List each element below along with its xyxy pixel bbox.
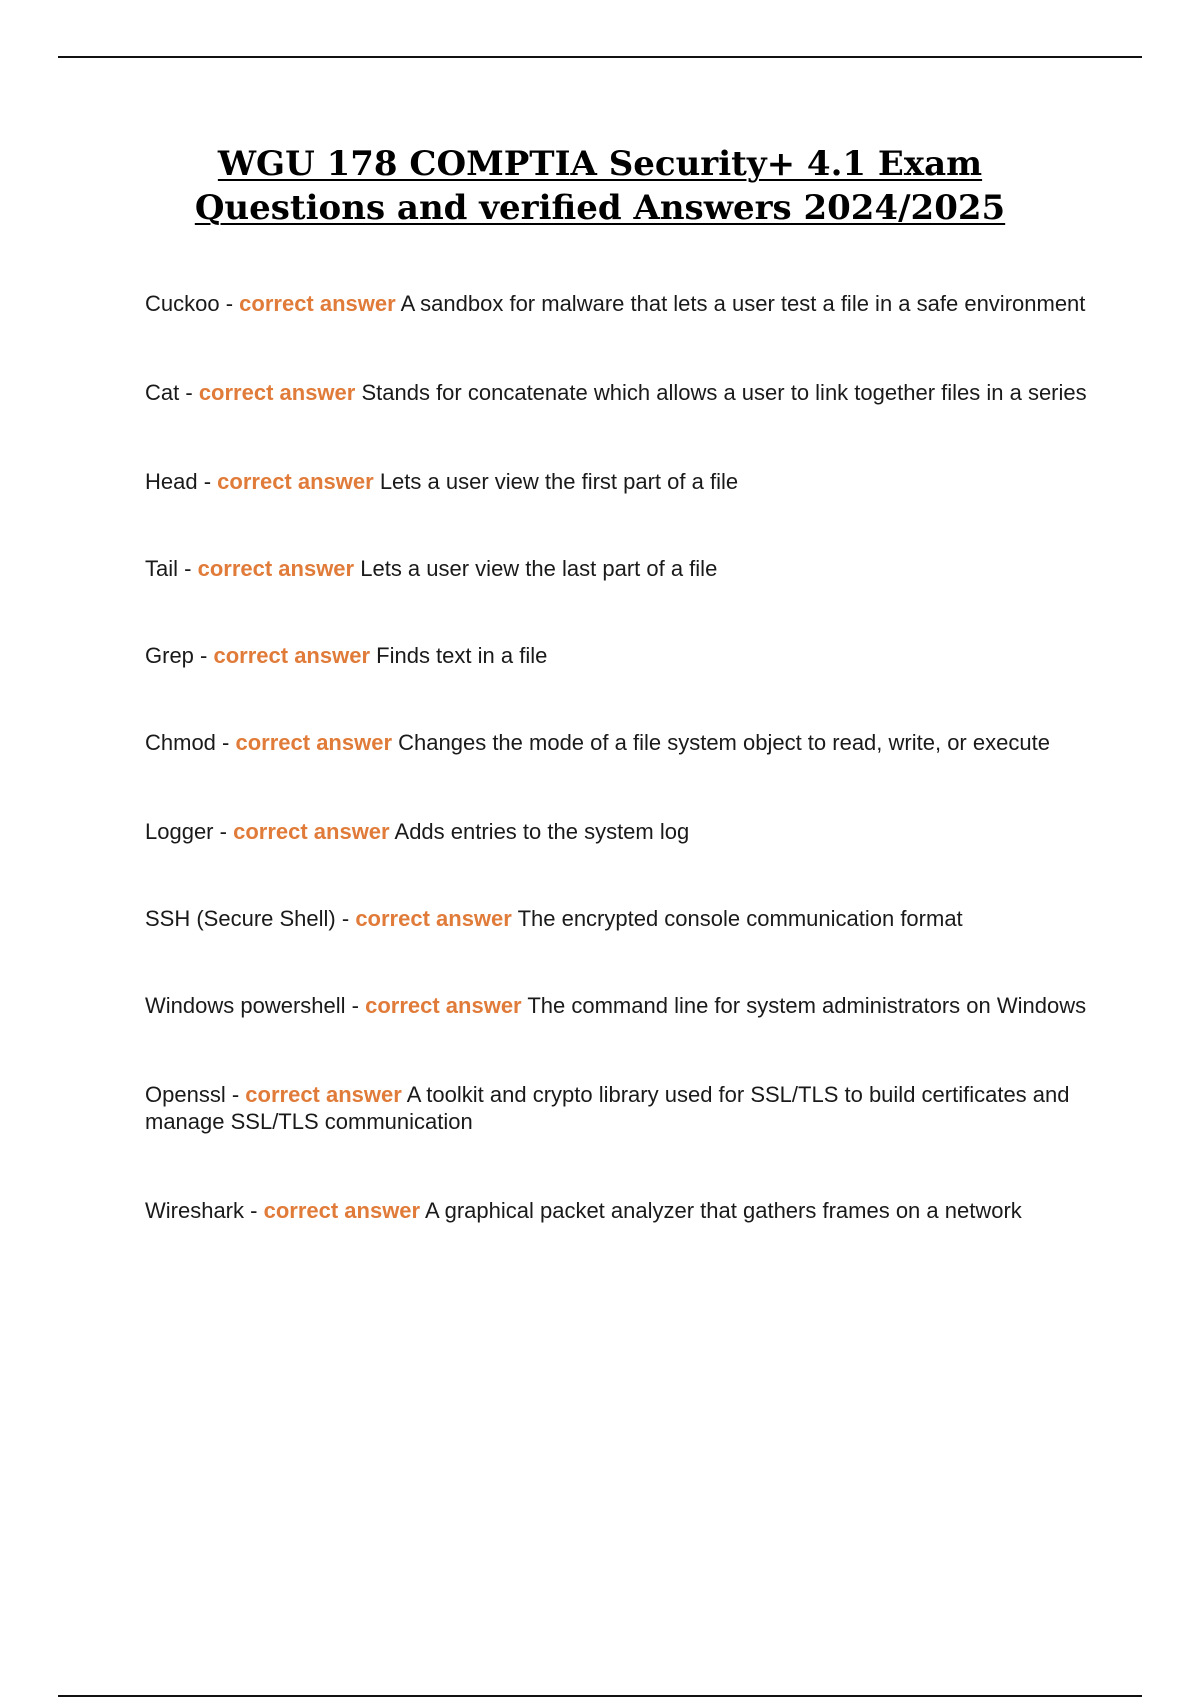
qa-term: Cuckoo bbox=[145, 291, 220, 316]
correct-answer-flag: correct answer bbox=[198, 380, 356, 405]
qa-term: Openssl bbox=[145, 1082, 226, 1107]
qa-item-cat bbox=[145, 379, 1090, 406]
qa-separator: - bbox=[179, 380, 199, 405]
qa-definition: The command line for system administrators on Windows bbox=[527, 993, 1087, 1018]
qa-term: Windows powershell bbox=[145, 993, 346, 1018]
qa-item-wireshark bbox=[145, 1197, 1090, 1224]
qa-term: SSH (Secure Shell) bbox=[145, 906, 336, 931]
qa-term: Cat bbox=[145, 380, 180, 405]
qa-definition: Lets a user view the first part of a file bbox=[379, 469, 739, 494]
correct-answer-flag: correct answer bbox=[245, 1082, 402, 1107]
qa-definition: The encrypted console communication format bbox=[517, 906, 963, 931]
qa-item-grep bbox=[145, 642, 1090, 669]
qa-definition: Changes the mode of a file system object to read, write, or execute bbox=[398, 730, 1050, 755]
correct-answer-flag: correct answer bbox=[217, 469, 374, 494]
correct-answer-flag: correct answer bbox=[235, 730, 393, 755]
qa-separator: - bbox=[225, 1082, 246, 1107]
qa-separator: - bbox=[178, 556, 198, 581]
qa-separator: - bbox=[197, 469, 218, 494]
correct-answer-flag: correct answer bbox=[239, 291, 396, 316]
qa-separator: - bbox=[213, 819, 234, 844]
qa-item-ssh bbox=[145, 905, 1090, 932]
qa-item-head bbox=[145, 468, 1090, 495]
qa-definition: Finds text in a file bbox=[376, 643, 548, 668]
qa-separator: - bbox=[193, 643, 214, 668]
qa-item-cuckoo bbox=[145, 290, 1090, 317]
qa-term: Wireshark bbox=[145, 1198, 245, 1223]
qa-term: Chmod bbox=[145, 730, 216, 755]
correct-answer-flag: correct answer bbox=[263, 1198, 421, 1223]
bottom-divider bbox=[58, 1695, 1142, 1697]
qa-list bbox=[145, 290, 1090, 1286]
title-line-2: Questions and verified Answers 2024/2025 bbox=[194, 188, 1006, 228]
qa-separator: - bbox=[335, 906, 356, 931]
qa-item-logger bbox=[145, 818, 1090, 845]
qa-separator: - bbox=[244, 1198, 264, 1223]
qa-separator: - bbox=[215, 730, 236, 755]
qa-item-chmod bbox=[145, 729, 1090, 756]
qa-definition: Lets a user view the last part of a file bbox=[360, 556, 718, 581]
correct-answer-flag: correct answer bbox=[197, 556, 355, 581]
document-title bbox=[100, 142, 1100, 230]
correct-answer-flag: correct answer bbox=[355, 906, 512, 931]
qa-definition: Stands for concatenate which allows a user to link together files in a series bbox=[361, 380, 1087, 405]
correct-answer-flag: correct answer bbox=[213, 643, 371, 668]
qa-definition: A sandbox for malware that lets a user test a file in a safe environment bbox=[400, 291, 1086, 316]
qa-item-openssl bbox=[145, 1081, 1090, 1135]
title-line-1: WGU 178 COMPTIA Security+ 4.1 Exam bbox=[217, 144, 983, 184]
correct-answer-flag: correct answer bbox=[365, 993, 522, 1018]
top-divider bbox=[58, 56, 1142, 58]
qa-item-windows-powershell bbox=[145, 992, 1090, 1019]
qa-definition: A toolkit and crypto library used for SSL/TLS to build certificates and manage SSL/TLS communication bbox=[145, 1082, 1070, 1134]
qa-term: Grep bbox=[145, 643, 194, 668]
qa-definition: A graphical packet analyzer that gathers frames on a network bbox=[425, 1198, 1022, 1223]
qa-term: Head bbox=[145, 469, 198, 494]
qa-item-tail bbox=[145, 555, 1090, 582]
qa-term: Tail bbox=[145, 556, 179, 581]
qa-separator: - bbox=[345, 993, 366, 1018]
qa-term: Logger bbox=[145, 819, 214, 844]
qa-separator: - bbox=[219, 291, 240, 316]
correct-answer-flag: correct answer bbox=[233, 819, 390, 844]
qa-definition: Adds entries to the system log bbox=[394, 819, 690, 844]
